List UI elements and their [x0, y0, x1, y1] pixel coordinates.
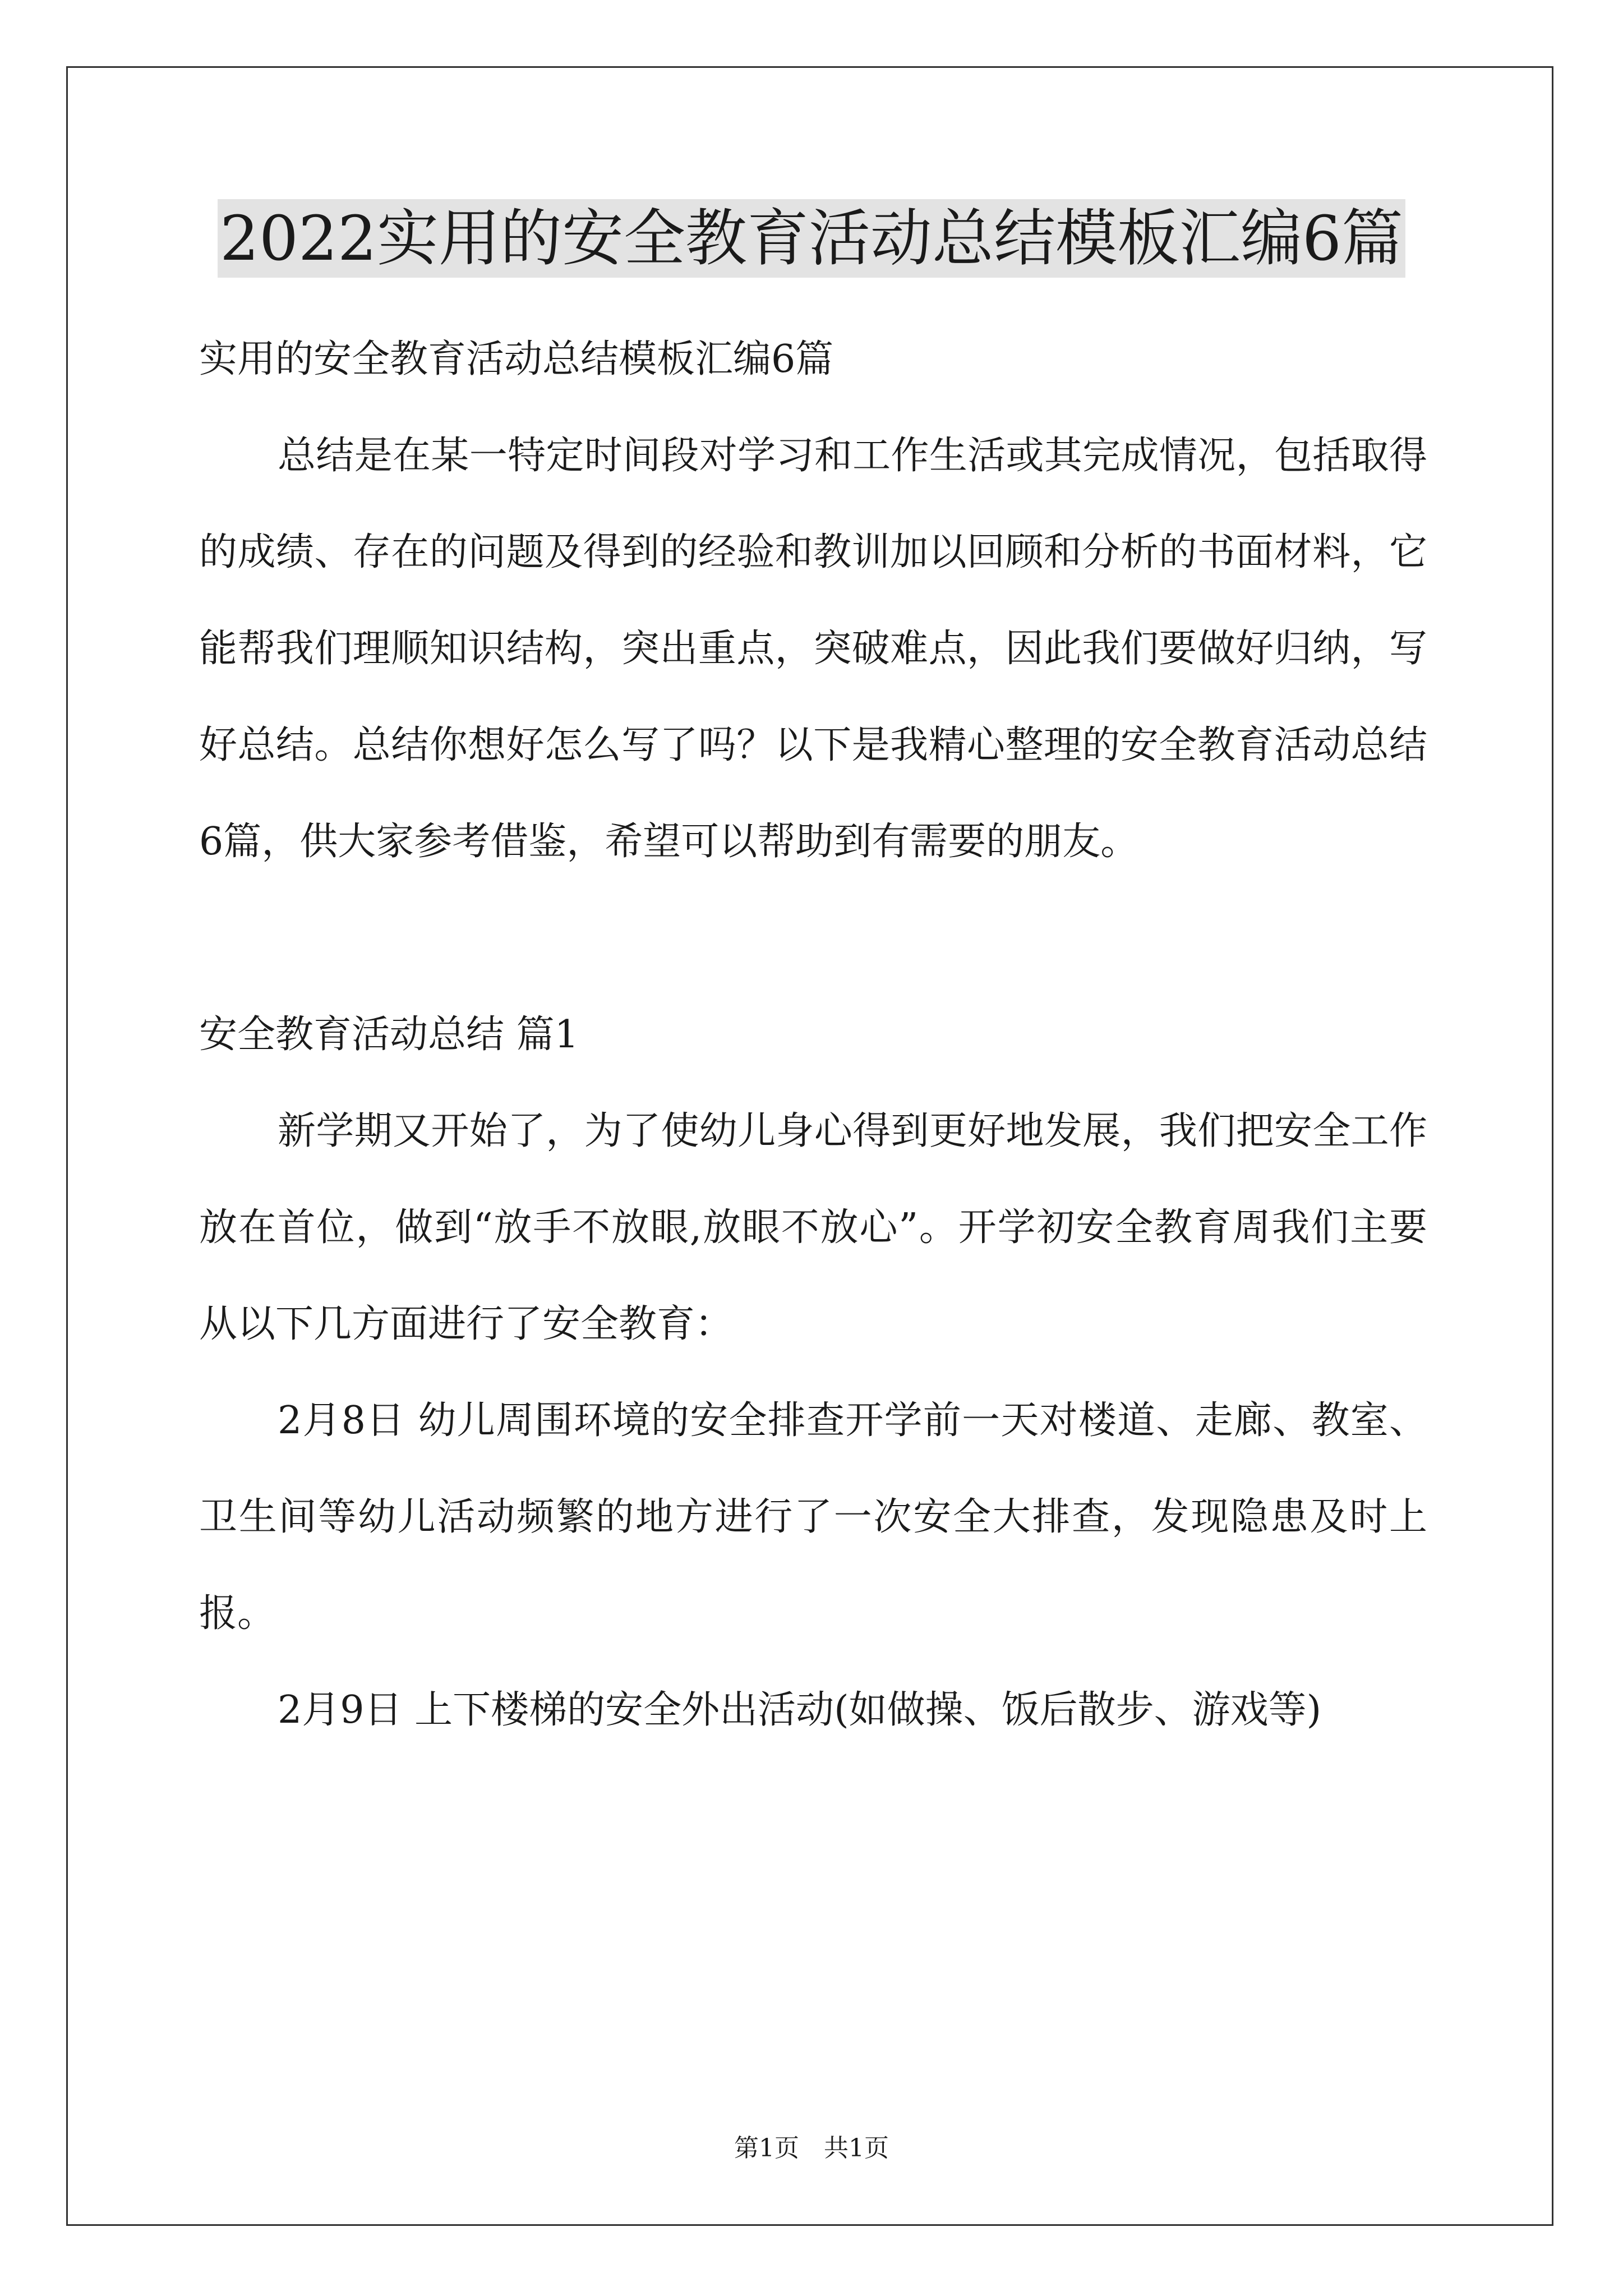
- document-title: 2022实用的安全教育活动总结模板汇编6篇: [218, 199, 1405, 278]
- document-subtitle: 实用的安全教育活动总结模板汇编6篇: [199, 337, 834, 381]
- body-paragraph: 新学期又开始了，为了使幼儿身心得到更好地发展，我们把安全工作放在首位，做到“放手不放眼,放眼不放心”。开学初安全教育周我们主要从以下几方面进行了安全教育：: [199, 1109, 1427, 1346]
- title-wrap: [0, 199, 1623, 278]
- body-paragraph: 2月9日 上下楼梯的安全外出活动(如做操、饭后散步、游戏等): [278, 1688, 1322, 1732]
- document-body: [199, 311, 1427, 1759]
- page-footer: 第1页 共1页: [734, 2134, 889, 2162]
- section-heading: 安全教育活动总结 篇1: [199, 1013, 579, 1057]
- body-paragraph: 2月8日 幼儿周围环境的安全排查开学前一天对楼道、走廊、教室、卫生间等幼儿活动频繁的地方进行了一次安全大排查，发现隐患及时上报。: [199, 1398, 1427, 1636]
- section-spacer: [199, 890, 1427, 987]
- intro-paragraph: 总结是在某一特定时间段对学习和工作生活或其完成情况，包括取得的成绩、存在的问题及得到的经验和教训加以回顾和分析的书面材料，它能帮我们理顺知识结构，突出重点，突破难点，因此我们要做好归纳，写好总结。总结你想好怎么写了吗？以下是我精心整理的安全教育活动总结6篇，供大家参考借鉴，希望可以帮助到有需要的朋友。: [199, 434, 1427, 864]
